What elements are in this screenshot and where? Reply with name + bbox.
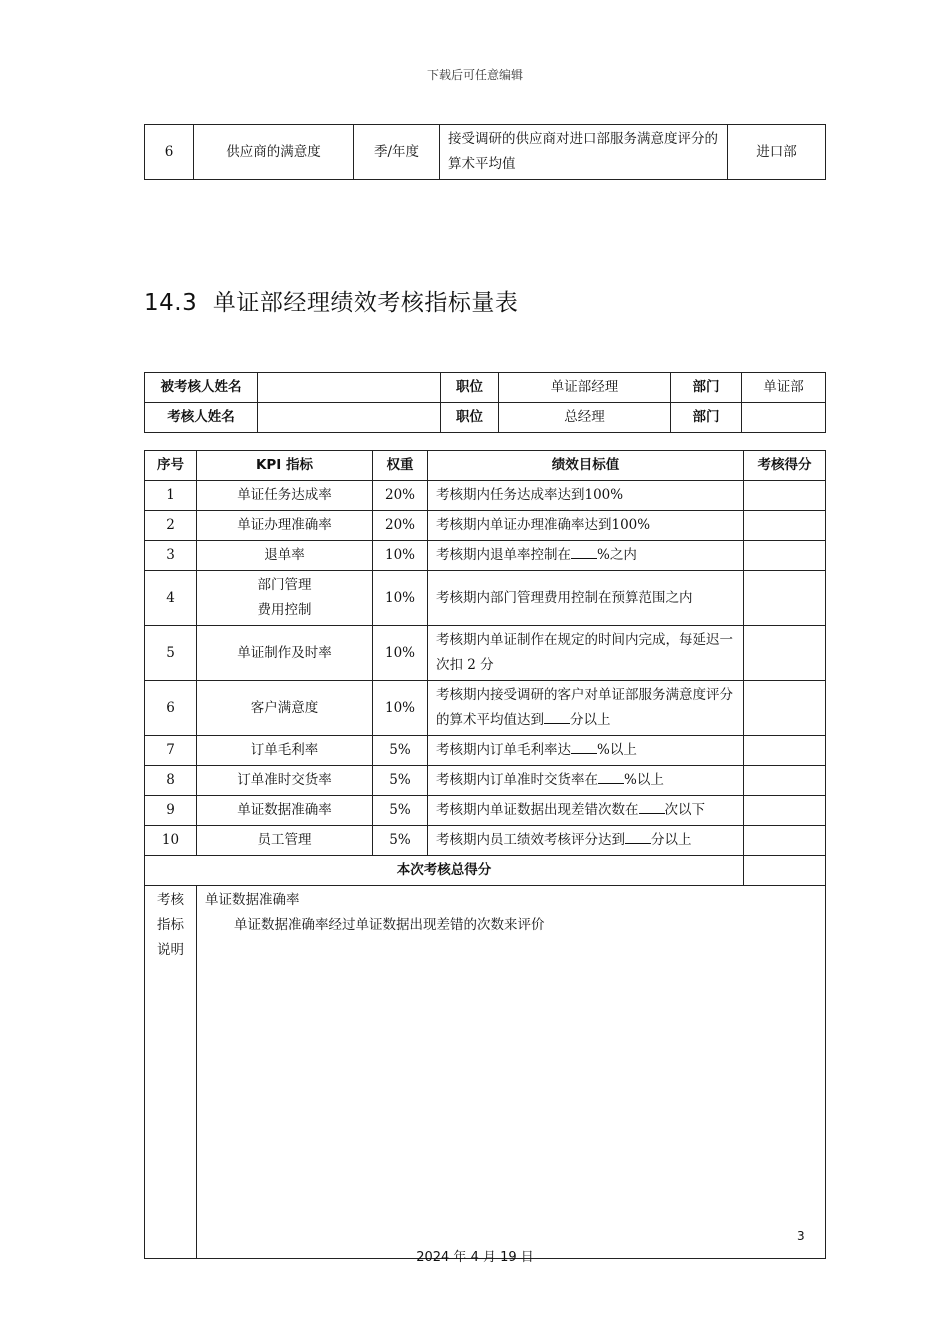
kpi-score (744, 626, 826, 681)
header-target: 绩效目标值 (428, 451, 744, 481)
row-number: 6 (145, 125, 194, 180)
kpi-weight: 5% (373, 766, 428, 796)
kpi-score (744, 481, 826, 511)
table-row (145, 626, 826, 681)
row-number: 7 (145, 736, 197, 766)
kpi-target (428, 826, 744, 856)
kpi-score (744, 766, 826, 796)
fill-blank (625, 829, 651, 844)
kpi-name: 员工管理 (197, 826, 373, 856)
kpi-weight: 10% (373, 626, 428, 681)
target-text: 考核期内订单毛利率达 (436, 742, 571, 758)
info-table (144, 372, 826, 433)
supplier-table (144, 124, 826, 180)
target-text: 考核期内单证数据出现差错次数在 (436, 802, 639, 818)
kpi-name: 单证任务达成率 (197, 481, 373, 511)
kpi-name (197, 571, 373, 626)
fill-blank (571, 739, 597, 754)
kpi-name: 客户满意度 (197, 681, 373, 736)
row-number: 3 (145, 541, 197, 571)
kpi-score (744, 736, 826, 766)
kpi-score (744, 681, 826, 736)
fill-blank (544, 709, 570, 724)
table-row (145, 125, 826, 180)
row-number: 9 (145, 796, 197, 826)
dept-value (742, 403, 826, 433)
target-text: %以上 (624, 772, 664, 788)
table-row (145, 826, 826, 856)
page-number: 3 (797, 1229, 805, 1243)
kpi-target (428, 796, 744, 826)
table-row (145, 796, 826, 826)
dept-value: 单证部 (742, 373, 826, 403)
target-text: 考核期内订单准时交货率在 (436, 772, 598, 788)
table-row (145, 736, 826, 766)
section-title: 14.3 单证部经理绩效考核指标量表 (144, 290, 519, 316)
kpi-score (744, 796, 826, 826)
kpi-name: 单证数据准确率 (197, 796, 373, 826)
kpi-name-line: 费用控制 (257, 602, 312, 618)
target-text: 分以上 (651, 832, 692, 848)
kpi-weight: 10% (373, 571, 428, 626)
target-text: 考核期内接受调研的客户对单证部服务满意度评分的算术平均值达到 (436, 687, 733, 728)
total-score-value (744, 856, 826, 886)
kpi-name: 单证制作及时率 (197, 626, 373, 681)
kpi-name-line: 部门管理 (257, 577, 312, 593)
position-label: 职位 (441, 373, 499, 403)
row-number: 1 (145, 481, 197, 511)
notes-label: 考核 指标 说明 (145, 886, 197, 1259)
total-row (145, 856, 826, 886)
fill-blank (639, 799, 665, 814)
notes-text: 单证数据准确率经过单证数据出现差错的次数来评价 (234, 917, 545, 933)
header-kpi: KPI 指标 (197, 451, 373, 481)
target-text: 分以上 (570, 712, 611, 728)
period-cell: 季/年度 (354, 125, 440, 180)
dept-label: 部门 (671, 403, 742, 433)
assessor-value (258, 403, 441, 433)
row-number: 2 (145, 511, 197, 541)
kpi-target (428, 541, 744, 571)
kpi-target (428, 766, 744, 796)
total-score-label: 本次考核总得分 (145, 856, 744, 886)
table-row (145, 571, 826, 626)
kpi-target (428, 736, 744, 766)
kpi-target: 考核期内部门管理费用控制在预算范围之内 (428, 571, 744, 626)
assessor-label: 考核人姓名 (145, 403, 258, 433)
kpi-weight: 5% (373, 826, 428, 856)
kpi-weight: 20% (373, 511, 428, 541)
row-number: 4 (145, 571, 197, 626)
header-score: 考核得分 (744, 451, 826, 481)
table-header-row (145, 451, 826, 481)
header-no: 序号 (145, 451, 197, 481)
row-number: 5 (145, 626, 197, 681)
notes-content (197, 886, 826, 1259)
table-row (145, 541, 826, 571)
table-row (145, 373, 826, 403)
kpi-score (744, 541, 826, 571)
kpi-name: 订单准时交货率 (197, 766, 373, 796)
kpi-weight: 20% (373, 481, 428, 511)
kpi-target: 考核期内单证制作在规定的时间内完成，每延迟一次扣 2 分 (428, 626, 744, 681)
table-row (145, 511, 826, 541)
row-number: 8 (145, 766, 197, 796)
header-weight: 权重 (373, 451, 428, 481)
kpi-table (144, 450, 826, 1259)
target-text: %以上 (597, 742, 637, 758)
kpi-target: 考核期内单证办理准确率达到100% (428, 511, 744, 541)
notes-row (145, 886, 826, 1259)
table-row (145, 403, 826, 433)
page-header: 下载后可任意编辑 (426, 68, 523, 82)
kpi-name: 单证办理准确率 (197, 511, 373, 541)
kpi-weight: 10% (373, 541, 428, 571)
position-value: 单证部经理 (499, 373, 671, 403)
row-number: 10 (145, 826, 197, 856)
dept-label: 部门 (671, 373, 742, 403)
kpi-weight: 5% (373, 796, 428, 826)
row-number: 6 (145, 681, 197, 736)
target-text: 考核期内退单率控制在 (436, 547, 571, 563)
kpi-name: 订单毛利率 (197, 736, 373, 766)
dept-cell: 进口部 (728, 125, 826, 180)
notes-title: 单证数据准确率 (205, 892, 300, 908)
table-row (145, 681, 826, 736)
kpi-score (744, 826, 826, 856)
kpi-name: 退单率 (197, 541, 373, 571)
fill-blank (571, 544, 597, 559)
assessee-value (258, 373, 441, 403)
kpi-score (744, 511, 826, 541)
target-text: 考核期内员工绩效考核评分达到 (436, 832, 625, 848)
target-text: %之内 (597, 547, 637, 563)
position-label: 职位 (441, 403, 499, 433)
table-row (145, 766, 826, 796)
indicator-cell: 供应商的满意度 (194, 125, 354, 180)
assessee-label: 被考核人姓名 (145, 373, 258, 403)
table-row (145, 481, 826, 511)
definition-cell: 接受调研的供应商对进口部服务满意度评分的算术平均值 (440, 125, 728, 180)
position-value: 总经理 (499, 403, 671, 433)
footer-date: 2024 年 4 月 19 日 (416, 1250, 534, 1265)
kpi-target: 考核期内任务达成率达到100% (428, 481, 744, 511)
kpi-weight: 10% (373, 681, 428, 736)
fill-blank (598, 769, 624, 784)
kpi-score (744, 571, 826, 626)
target-text: 次以下 (664, 802, 705, 818)
kpi-weight: 5% (373, 736, 428, 766)
kpi-target (428, 681, 744, 736)
